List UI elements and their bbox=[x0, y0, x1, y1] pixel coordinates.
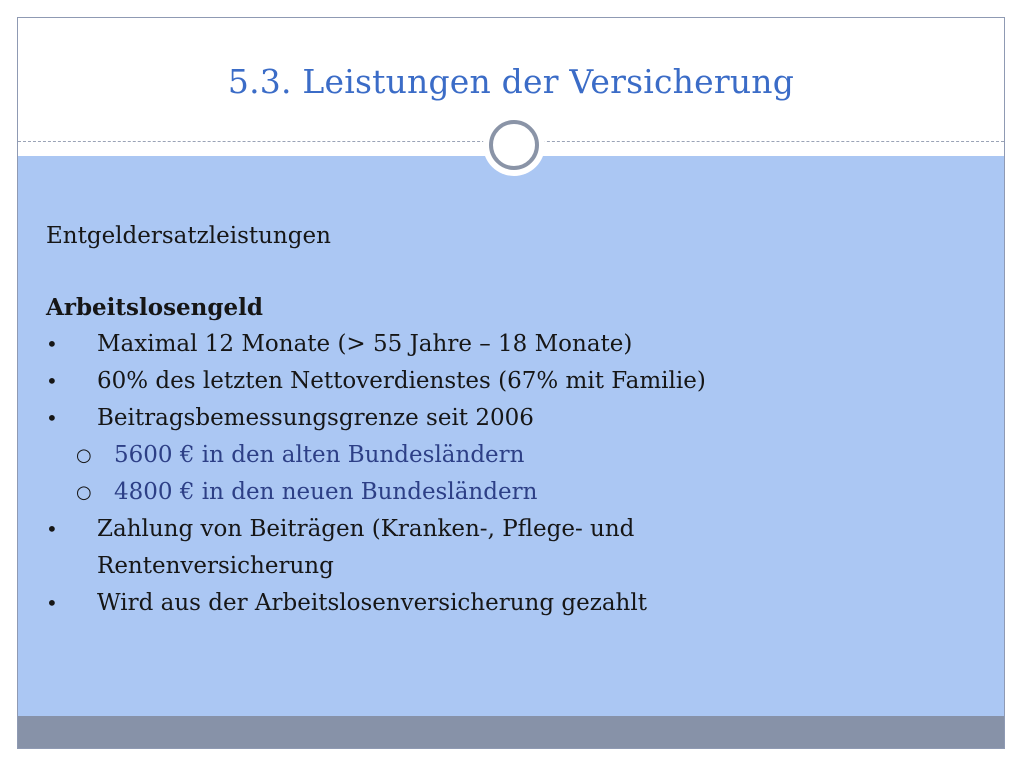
intro-text: Entgeldersatzleistungen bbox=[46, 223, 331, 249]
spacer bbox=[46, 255, 986, 289]
slide-title: 5.3. Leistungen der Versicherung bbox=[227, 62, 795, 101]
bullet-icon: • bbox=[46, 517, 58, 541]
section-heading: Arbeitslosengeld bbox=[46, 294, 263, 321]
bullet-icon: • bbox=[46, 332, 58, 356]
list-item-text: Wird aus der Arbeitslosenversicherung gezahlt bbox=[97, 590, 647, 616]
sub-list-item-text: 5600 € in den alten Bundesländern bbox=[114, 442, 525, 468]
ring-ornament-icon bbox=[489, 120, 539, 170]
list-item-text: Maximal 12 Monate (> 55 Jahre – 18 Monate) bbox=[97, 331, 633, 357]
list-item-text: Zahlung von Beiträgen (Kranken-, Pflege- und bbox=[97, 516, 635, 542]
slide bbox=[17, 17, 1005, 749]
list-item bbox=[46, 363, 986, 400]
bullet-icon: • bbox=[46, 591, 58, 615]
body-text bbox=[46, 218, 986, 622]
list-item bbox=[46, 511, 986, 585]
bullet-icon: • bbox=[46, 369, 58, 393]
list-item bbox=[46, 400, 986, 437]
bullet-icon: • bbox=[46, 406, 58, 430]
list-item-text-continued: Rentenversicherung bbox=[97, 553, 334, 579]
list-item-text: 60% des letzten Nettoverdienstes (67% mit Familie) bbox=[97, 368, 706, 394]
list-item bbox=[46, 326, 986, 363]
sub-list-item bbox=[46, 437, 986, 474]
circle-bullet-icon: ○ bbox=[76, 482, 92, 503]
bottom-bar bbox=[18, 716, 1004, 749]
list-item bbox=[46, 585, 986, 622]
sub-list-item-text: 4800 € in den neuen Bundesländern bbox=[114, 479, 538, 505]
sub-list-item bbox=[46, 474, 986, 511]
circle-bullet-icon: ○ bbox=[76, 445, 92, 466]
list-item-text: Beitragsbemessungsgrenze seit 2006 bbox=[97, 405, 534, 431]
list-item-text-block bbox=[97, 511, 634, 585]
